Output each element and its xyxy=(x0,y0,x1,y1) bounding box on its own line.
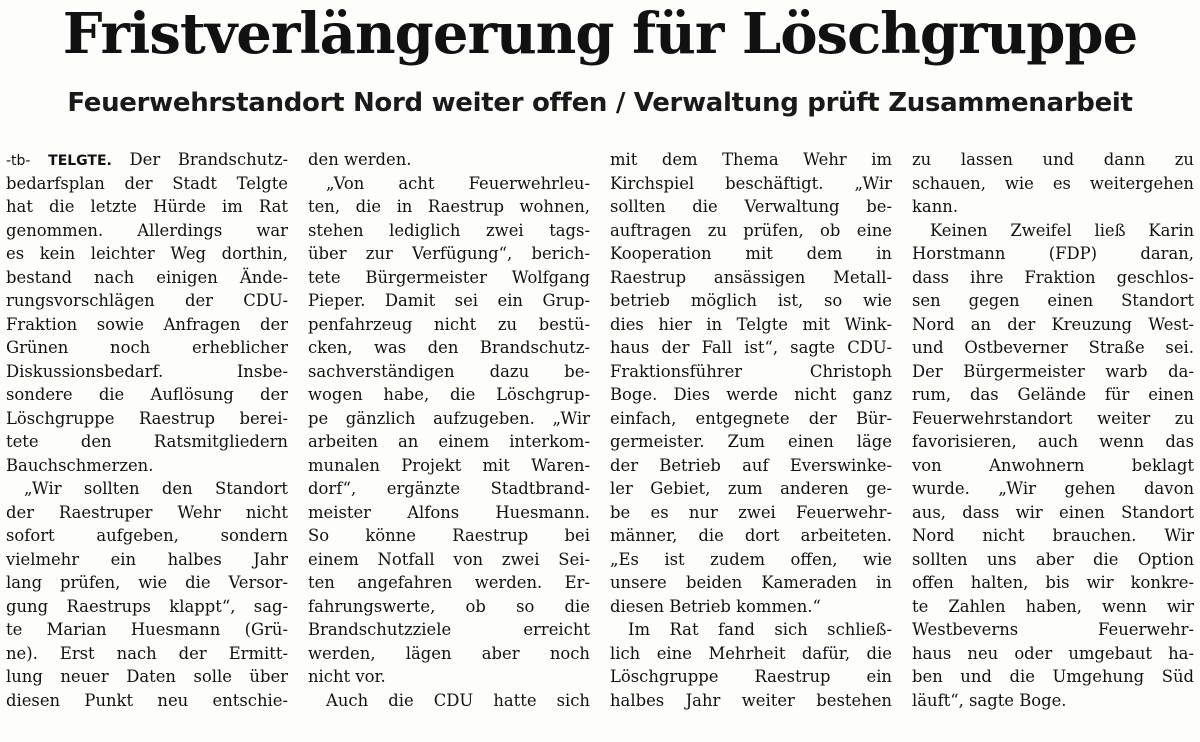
text-line: diesen Punkt neu entschie- xyxy=(6,690,288,710)
text-line: Fraktionsführer Christoph xyxy=(610,361,892,381)
text-line: wurde. „Wir gehen davon xyxy=(912,479,1194,498)
text-line: rungsvorschlägen der CDU- xyxy=(6,291,288,310)
text-line: sondere die Auflösung der xyxy=(6,385,288,404)
text-line: Diskussionsbedarf. Insbe- xyxy=(6,361,288,381)
text-line: Im Rat fand sich schließ- xyxy=(628,620,892,639)
text-line: „Von acht Feuerwehrleu- xyxy=(326,173,590,193)
dateline-author: -tb- xyxy=(6,153,31,169)
text-line: Kirchspiel beschäftigt. „Wir xyxy=(610,173,892,193)
text-line: munalen Projekt mit Waren- xyxy=(308,455,590,475)
text-line: nicht vor. xyxy=(308,667,386,686)
text-line: dass ihre Fraktion geschlos- xyxy=(912,267,1194,287)
text-line: der Raestruper Wehr nicht xyxy=(6,502,288,522)
text-line: haus der Fall ist“, sagte CDU- xyxy=(610,338,892,357)
text-line: bestand nach einigen Ände- xyxy=(6,267,288,287)
text-line: Nord an der Kreuzung West- xyxy=(912,314,1194,334)
text-line: gung Raestrups klappt“, sag- xyxy=(6,596,288,616)
text-line: germeister. Zum einen läge xyxy=(610,432,892,451)
article-column-1 xyxy=(6,148,288,712)
text-line: Der Bürgermeister warb da- xyxy=(912,361,1194,381)
text-line: halbes Jahr weiter bestehen xyxy=(610,690,892,710)
text-line: Bauchschmerzen. xyxy=(6,455,154,475)
text-line: arbeiten an einem interkom- xyxy=(308,432,590,451)
text-line: meister Alfons Huesmann. xyxy=(308,502,590,522)
text-line: dies hier in Telgte mit Wink- xyxy=(610,314,892,334)
text-line: fahrungswerte, ob so die xyxy=(308,596,590,616)
text-line: So könne Raestrup bei xyxy=(308,526,590,545)
text-line: dorf“, ergänzte Stadtbrand- xyxy=(308,479,590,498)
text-line: männer, die dort arbeiteten. xyxy=(610,526,892,545)
text-line: stehen lediglich zwei tags- xyxy=(308,220,590,240)
text-line: von Anwohnern beklagt xyxy=(912,455,1194,475)
text-line: Boge. Dies werde nicht ganz xyxy=(610,385,892,404)
text-line: Nord nicht brauchen. Wir xyxy=(912,526,1194,545)
text-line: und Ostbeverner Straße sei. xyxy=(912,338,1194,357)
text-line: sofort aufgeben, sondern xyxy=(6,526,288,545)
text-line: der Betrieb auf Everswinke- xyxy=(610,455,892,475)
text-line: es kein leichter Weg dorthin, xyxy=(6,244,288,263)
text-line: sollten uns aber die Option xyxy=(912,549,1194,569)
text-line: lung neuer Daten solle über xyxy=(6,667,288,686)
text-line: ten, die in Raestrup wohnen, xyxy=(308,197,590,216)
text-line: Westbeverns Feuerwehr- xyxy=(912,620,1194,639)
article-column-4 xyxy=(912,148,1194,712)
text-line: „Wir sollten den Standort xyxy=(24,479,288,498)
text-line: Feuerwehrstandort weiter zu xyxy=(912,408,1194,428)
text-line: bedarfsplan der Stadt Telgte xyxy=(6,173,288,193)
text-line: „Es ist zudem offen, wie xyxy=(610,549,892,569)
text-line: betrieb möglich ist, so wie xyxy=(610,291,892,310)
text-line: penfahrzeug nicht zu bestü- xyxy=(308,314,590,334)
text-line: auftragen zu prüfen, ob eine xyxy=(610,220,892,240)
text-line: läuft“, sagte Boge. xyxy=(912,690,1067,710)
text-line: unsere beiden Kameraden in xyxy=(610,573,892,592)
text-line: sachverständigen dazu be- xyxy=(308,361,590,381)
text-line: sen gegen einen Standort xyxy=(912,291,1194,310)
text-line: hat die letzte Hürde im Rat xyxy=(6,197,288,216)
text-line: -tb- TELGTE. Der Brandschutz- xyxy=(6,150,288,169)
text-line: Raestrup ansässigen Metall- xyxy=(610,267,892,287)
article-column-3 xyxy=(610,148,892,712)
text-line: te Marian Huesmann (Grü- xyxy=(6,620,288,639)
text-line: Horstmann (FDP) daran, xyxy=(912,244,1194,263)
text-line: zu lassen und dann zu xyxy=(912,150,1194,169)
text-line: tete Bürgermeister Wolfgang xyxy=(308,267,590,287)
text-line: pe gänzlich aufzugeben. „Wir xyxy=(308,408,590,428)
text-line: cken, was den Brandschutz- xyxy=(308,338,590,357)
text-line: diesen Betrieb kommen.“ xyxy=(610,596,821,616)
text-line: mit dem Thema Wehr im xyxy=(610,150,892,169)
text-line: be es nur zwei Feuerwehr- xyxy=(610,502,892,522)
article-subheadline: Feuerwehrstandort Nord weiter offen / Verwaltung prüft Zusammenarbeit xyxy=(67,88,1133,118)
text-line: te Zahlen haben, wenn wir xyxy=(912,596,1194,616)
text-line: haus neu oder umgebaut ha- xyxy=(912,643,1194,663)
text-line: schauen, wie es weitergehen xyxy=(912,173,1194,193)
text-line: einfach, entgegnete der Bür- xyxy=(610,408,892,428)
text-line: wogen habe, die Löschgrup- xyxy=(308,385,590,404)
text-line: tete den Ratsmitgliedern xyxy=(6,432,288,451)
text-line: genommen. Allerdings war xyxy=(6,220,288,240)
text-line: Pieper. Damit sei ein Grup- xyxy=(308,291,590,310)
text-line: über zur Verfügung“, berich- xyxy=(308,244,590,263)
text-line: aus, dass wir einen Standort xyxy=(912,502,1194,522)
dateline-place: TELGTE. xyxy=(48,153,112,169)
text-line: Fraktion sowie Anfragen der xyxy=(6,314,288,334)
text-line: vielmehr ein halbes Jahr xyxy=(6,549,288,569)
article-column-2 xyxy=(308,148,590,712)
text-line: kann. xyxy=(912,197,959,216)
text-line: rum, das Gelände für einen xyxy=(912,385,1194,404)
text-line: ben und die Umgehung Süd xyxy=(912,667,1194,686)
text-line: offen halten, bis wir konkre- xyxy=(912,573,1194,592)
text-line: werden, lägen aber noch xyxy=(308,643,590,663)
text-line: favorisieren, auch wenn das xyxy=(912,432,1194,451)
text-line: Löschgruppe Raestrup ein xyxy=(610,667,892,686)
article-headline: Fristverlängerung für Löschgruppe xyxy=(62,1,1138,67)
text-line: einem Notfall von zwei Sei- xyxy=(308,549,590,569)
text-line: lang prüfen, wie die Versor- xyxy=(6,573,288,592)
text-line: Auch die CDU hatte sich xyxy=(326,690,590,710)
text-line: sollten die Verwaltung be- xyxy=(610,197,892,216)
text-line: Löschgruppe Raestrup berei- xyxy=(6,408,288,428)
text-line: ten angefahren werden. Er- xyxy=(308,573,590,592)
text-line: ne). Erst nach der Ermitt- xyxy=(6,643,288,663)
text-line: ler Gebiet, zum anderen ge- xyxy=(610,479,892,498)
text-line: Keinen Zweifel ließ Karin xyxy=(930,220,1194,240)
text-line: Brandschutzziele erreicht xyxy=(308,620,590,639)
text-line: lich eine Mehrheit dafür, die xyxy=(610,643,892,663)
text-line: den werden. xyxy=(308,150,412,169)
text-line: Grünen noch erheblicher xyxy=(6,338,288,357)
text-line: Kooperation mit dem in xyxy=(610,244,892,263)
